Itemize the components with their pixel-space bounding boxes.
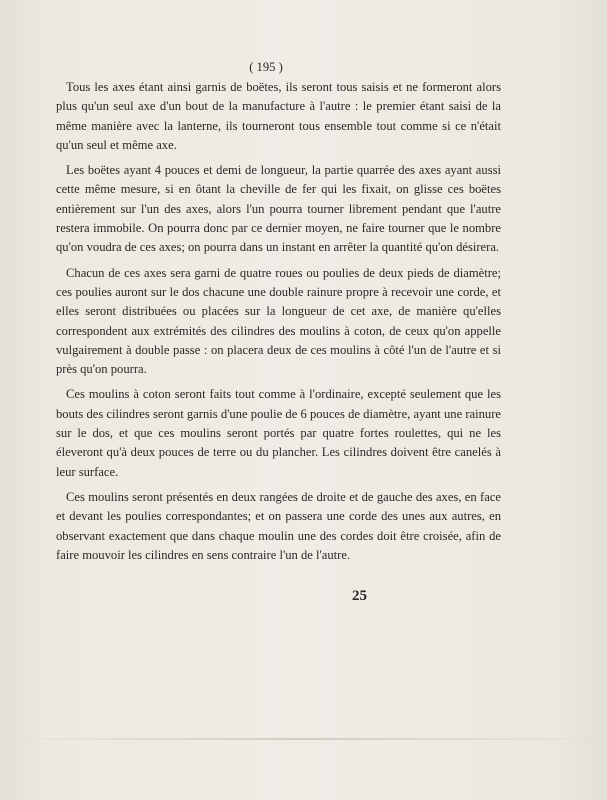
page-number: ( 195 ) bbox=[249, 60, 283, 74]
signature-mark: 25 bbox=[352, 588, 367, 604]
paragraph-4: Ces moulins à coton seront faits tout comme à l'ordinaire, excepté seulement que les bouts des cilindres seront garnis d'une poulie de 6 pouces de diamètre, ayant une rainure sur le dos, et que ces moulins seront portés par quatre fortes roulettes, qui ne les éleveront qu'à deux pouces de terre ou du plancher. Les cilindres doivent être canelés à leur surface. bbox=[56, 387, 501, 479]
paragraph-3: Chacun de ces axes sera garni de quatre roues ou poulies de deux pieds de diamètre; ces poulies auront sur le dos chacune une double rainure propre à recevoir une corde, et elles seront distribuées ou placées sur la longueur de cet axe, de manière qu'elles correspondent aux extrémités des cilindres des moulins à coton, de ceux qu'on appelle vulgairement à double passe : on placera deux de ces moulins à côté l'un de l'autre et si près qu'on pourra. bbox=[56, 265, 501, 377]
paragraph-1: Tous les axes étant ainsi garnis de boëtes, ils seront tous saisis et ne formeront alors plus qu'un seul axe d'un bout de la manufacture à l'autre : le premier étant saisi de la même manière avec la lanterne, ils tourneront tous ensemble tout comme si ce n'était qu'un seul et même axe. bbox=[56, 80, 501, 152]
page-fold-line bbox=[0, 738, 607, 740]
page-text-block bbox=[56, 58, 501, 565]
paragraph-5: Ces moulins seront présentés en deux rangées de droite et de gauche des axes, en face et devant les poulies correspondantes; et on passera une corde des unes aux autres, en observant exactement que dans chaque moulin une des cordes doit être croisée, afin de faire mouvoir les cilindres en sens contraire l'un de l'autre. bbox=[56, 489, 501, 562]
paragraph-2: Les boëtes ayant 4 pouces et demi de longueur, la partie quarrée des axes ayant aussi cette même mesure, si en ôtant la cheville de fer qui les fixait, on glisse ces boëtes entièrement sur l'un des axes, alors l'un pourra tourner librement pendant que l'autre restera immobile. On pourra donc par ce dernier moyen, ne faire tourner que le nombre qu'on voudra de ces axes; on pourra dans un instant en arrêter la quantité qu'on désirera. bbox=[56, 163, 501, 255]
